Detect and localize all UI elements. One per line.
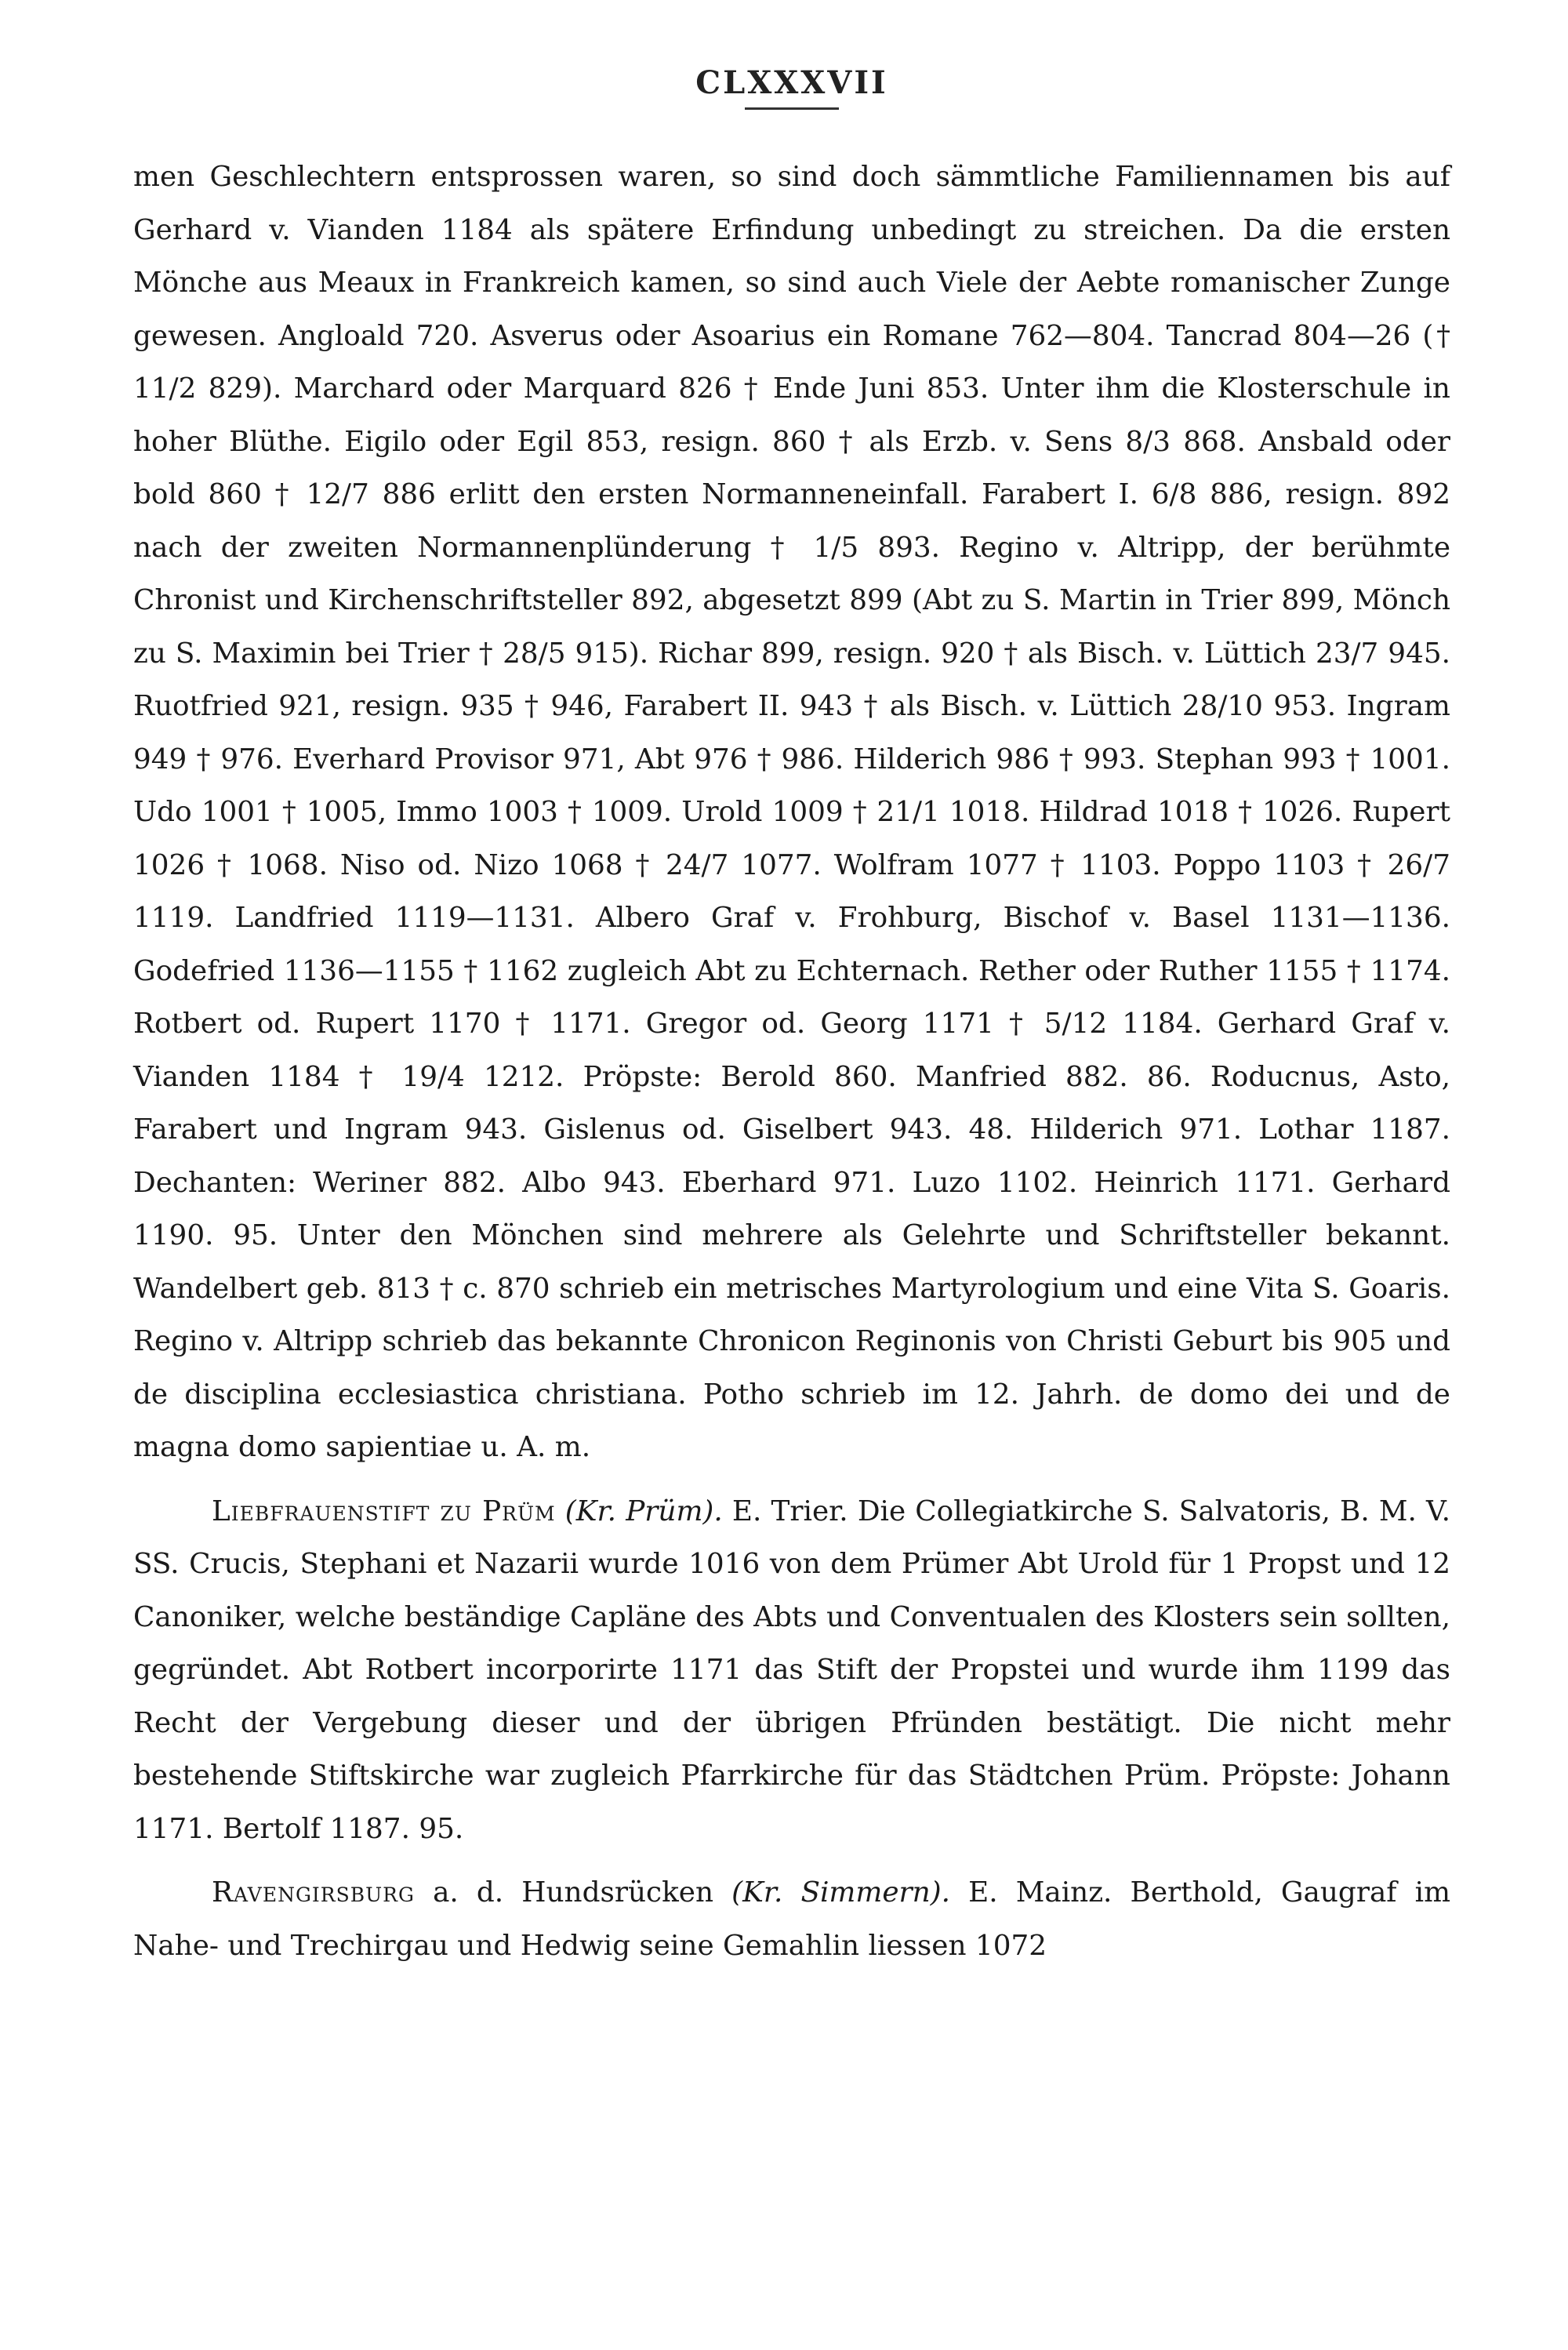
page-number: CLXXXVII <box>133 64 1450 110</box>
paragraph-ravengirsburg <box>133 1866 1450 1972</box>
body-text <box>133 151 1450 1972</box>
entry-body-liebfrauenstift: E. Trier. Die Collegiatkirche S. Salvatoris, B. M. V. SS. Crucis, Stephani et Nazarii wurde 1016 von dem Prümer Abt Urold für 1 Propst und 12 Canoniker, welche beständige Capläne des Abts und Conventualen des Klosters sein sollten, gegründet. Abt Rotbert incorporirte 1171 das Stift der Propstei und wurde ihm 1199 das Recht der Vergebung dieser und der übrigen Pfründen bestätigt. Die nicht mehr bestehende Stiftskirche war zugleich Pfarrkirche für das Städtchen Prüm. Pröpste: Johann 1171. Bertolf 1187. 95. <box>133 1495 1450 1845</box>
paragraph-pruem-abbots: men Geschlechtern entsprossen waren, so sind doch sämmtliche Familiennamen bis auf Gerhard v. Vianden 1184 als spätere Erfindung unbedingt zu streichen. Da die ersten Mönche aus Meaux in Frankreich kamen, so sind auch Viele der Aebte romanischer Zunge gewesen. Angloald 720. Asverus oder Asoarius ein Romane 762—804. Tancrad 804—26 († 11/2 829). Marchard oder Marquard 826 † Ende Juni 853. Unter ihm die Klosterschule in hoher Blüthe. Eigilo oder Egil 853, resign. 860 † als Erzb. v. Sens 8/3 868. Ansbald oder bold 860 † 12/7 886 erlitt den ersten Normanneneinfall. Farabert I. 6/8 886, resign. 892 nach der zweiten Normannenplünderung † 1/5 893. Regino v. Altripp, der berühmte Chronist und Kirchenschriftsteller 892, abgesetzt 899 (Abt zu S. Martin in Trier 899, Mönch zu S. Maximin bei Trier † 28/5 915). Richar 899, resign. 920 † als Bisch. v. Lüttich 23/7 945. Ruotfried 921, resign. 935 † 946, Farabert II. 943 † als Bisch. v. Lüttich 28/10 953. Ingram 949 † 976. Everhard Provisor 971, Abt 976 † 986. Hilderich 986 † 993. Stephan 993 † 1001. Udo 1001 † 1005, Immo 1003 † 1009. Urold 1009 † 21/1 1018. Hildrad 1018 † 1026. Rupert 1026 † 1068. Niso od. Nizo 1068 † 24/7 1077. Wolfram 1077 † 1103. Poppo 1103 † 26/7 1119. Landfried 1119—1131. Albero Graf v. Frohburg, Bischof v. Basel 1131—1136. Godefried 1136—1155 † 1162 zugleich Abt zu Echternach. Rether oder Ruther 1155 † 1174. Rotbert od. Rupert 1170 † 1171. Gregor od. Georg 1171 † 5/12 1184. Gerhard Graf v. Vianden 1184 † 19/4 1212. Pröpste: Berold 860. Manfried 882. 86. Roducnus, Asto, Farabert und Ingram 943. Gislenus od. Giselbert 943. 48. Hilderich 971. Lothar 1187. Dechanten: Weriner 882. Albo 943. Eberhard 971. Luzo 1102. Heinrich 1171. Gerhard 1190. 95. Unter den Mönchen sind mehrere als Gelehrte und Schriftsteller bekannt. Wandelbert geb. 813 † c. 870 schrieb ein metrisches Martyrologium und eine Vita S. Goaris. Regino v. Altripp schrieb das bekannte Chronicon Reginonis von Christi Geburt bis 905 und de disciplina ecclesiastica christiana. Potho schrieb im 12. Jahrh. de domo dei und de magna domo sapientiae u. A. m. <box>133 161 1450 1463</box>
entry-locality-ravengirsburg: (Kr. Simmern). <box>731 1876 951 1909</box>
entry-body-ravengirsburg: E. Mainz. Berthold, Gaugraf im Nahe- und Trechirgau und Hedwig seine Gemahlin liessen 1072 <box>133 1876 1451 1962</box>
entry-pre-ravengirsburg: a. d. Hundsrücken <box>433 1876 714 1909</box>
entry-heading-liebfrauenstift: Liebfrauenstift zu Prüm <box>212 1495 556 1527</box>
paragraph-liebfrauenstift <box>133 1485 1450 1856</box>
entry-locality-liebfrauenstift: (Kr. Prüm). <box>564 1495 723 1527</box>
document-page <box>133 0 1450 2350</box>
entry-heading-ravengirsburg: Ravengirsburg <box>212 1876 415 1909</box>
